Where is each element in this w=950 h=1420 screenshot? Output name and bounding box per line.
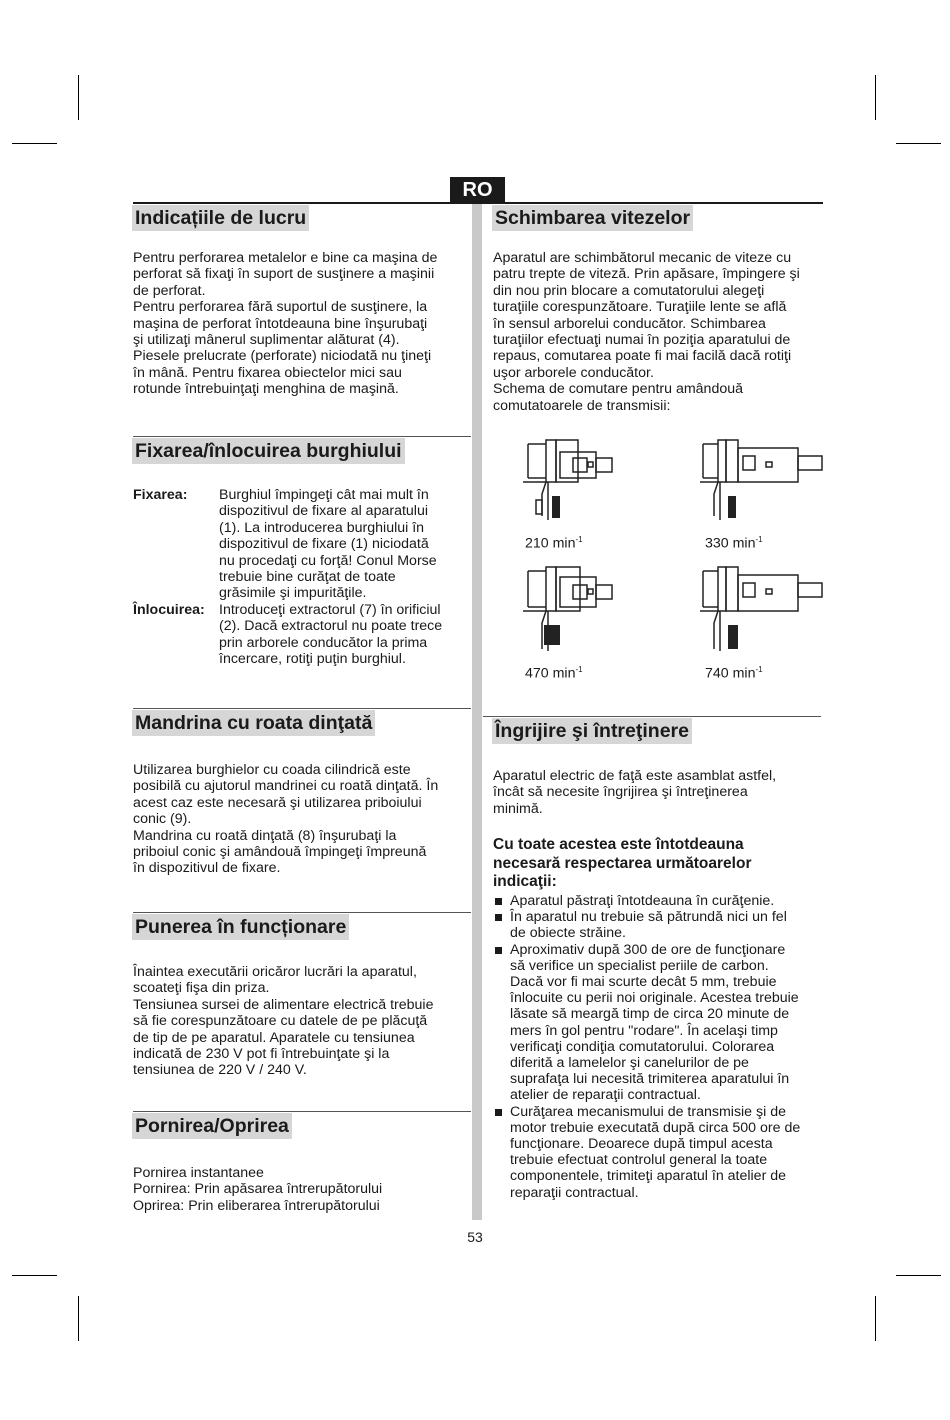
gear-diagram-210 (518, 438, 648, 524)
crop-mark (78, 1296, 79, 1341)
section-heading-chuck: Mandrina cu roata dinţată (132, 710, 375, 736)
crop-mark (875, 1296, 876, 1341)
speed-value: 210 min (525, 535, 576, 552)
speed-value: 740 min (705, 665, 756, 682)
section-rule (133, 436, 471, 437)
speed-exponent: -1 (755, 535, 763, 544)
page-number: 53 (467, 1229, 483, 1245)
crop-mark (12, 143, 57, 144)
speed-exponent: -1 (575, 535, 583, 544)
section-heading-maintenance: Îngrijire şi întreţinere (492, 718, 692, 744)
section-heading-commissioning: Punerea în funcționare (132, 914, 349, 940)
language-badge: RO (450, 177, 505, 203)
speed-value: 470 min (525, 665, 576, 682)
speed-label-330 (705, 535, 763, 552)
speed-label-210 (525, 535, 583, 552)
list-item: În aparatul nu trebuie să pătrundă nici un fel de obiecte străine. (494, 909, 829, 941)
list-item: Aparatul păstraţi întotdeauna în curăţenie. (494, 893, 829, 909)
commissioning-text: Înaintea executării oricăror lucrări la aparatul, scoateţi fişa din priza. Tensiunea sursei de alimentare electrică trebuie să fie corespunzătoare cu datele de pe plăcuţă de tip de pe aparatul. Aparatele cu tensiunea indicată de 230 V pot fi întrebuinţate şi la tensiunea de 220 V / 240 V. (133, 964, 434, 1079)
work-instructions-text: Pentru perforarea metalelor e bine ca maşina de perforat să fixaţi în suport de susţinere a maşinii de perforat. Pentru perforarea fără suportul de susţinere, la maşina de perforat întotdeauna bine înşurubaţi şi utilizaţi mânerul suplimentar alăturat (4). Piesele prelucrate (perforate) niciodată nu ţineţi în mână. Pentru fixarea obiectelor mici sau rotunde întrebuinţaţi menghina de maşină. (133, 250, 438, 398)
gear-diagram-330 (698, 438, 828, 524)
crop-mark (896, 143, 941, 144)
section-rule (133, 912, 471, 913)
on-off-text: Pornirea instantanee Pornirea: Prin apăsarea întrerupătorului Oprirea: Prin eliberarea întrerupătorului (133, 1165, 383, 1214)
section-rule (133, 708, 471, 709)
definition-row (133, 602, 468, 668)
term-fixing: Fixarea: (133, 487, 188, 503)
speed-label-740 (705, 665, 763, 682)
maintenance-bullet-list (494, 893, 829, 1201)
chuck-text: Utilizarea burghielor cu coada cilindrică este posibilă cu ajutorul mandrinei cu roată dinţată. În acest caz este necesară şi utilizarea priboiului conic (9). Mandrina cu roată dinţată (8) înşurubaţi la priboiul conic şi amândouă împingeţi împreună în dispozitivul de fixare. (133, 762, 439, 877)
section-heading-on-off: Pornirea/Oprirea (132, 1113, 292, 1139)
section-rule (133, 1111, 471, 1112)
speed-exponent: -1 (575, 665, 583, 674)
section-rule (483, 716, 821, 717)
crop-mark (896, 1275, 941, 1276)
drill-fixing-list (133, 487, 468, 667)
gear-diagram-740 (698, 565, 828, 655)
list-item: Aproximativ după 300 de ore de funcţionare să verifice un specialist periile de carbon. Dacă vor fi mai scurte decât 5 mm, trebuie înlocuite cu perii noi originale. Acestea trebuie lăsate să meargă timp de circa 20 minute de mers în gol pentru "rodare". În acelaşi timp verificaţi condiţia comutatorului. Colorarea diferită a lamelelor şi canelurilor de pe suprafaţa lui necesită trimiterea aparatului în atelier de reparaţii contractual. (494, 942, 829, 1104)
definition-replacing: Introduceţi extractorul (7) în orificiul (2). Dacă extractorul nu poate trece prin arborele conducător la prima încercare, rotiţi puţin burghiul. (219, 601, 443, 668)
definition-row (133, 487, 468, 602)
section-heading-gear-change: Schimbarea vitezelor (492, 205, 693, 231)
crop-mark (78, 75, 79, 120)
term-replacing: Înlocuirea: (133, 601, 205, 618)
column-divider (472, 204, 482, 1220)
gear-change-text: Aparatul are schimbătorul mecanic de viteze cu patru trepte de viteză. Prin apăsare, împingere şi din nou prin blocare a comutatorului alegeţi turaţiile corespunzătoare. Turaţiile lente se află în sensul arborelui conducător. Schimbarea turaţiilor efectuaţi numai în poziţia aparatului de repaus, comutarea poate fi mai facilă dacă rotiţi uşor arborele conducător. Schema de comutare pentru amândouă comutatoarele de transmisii: (493, 250, 800, 414)
speed-label-470 (525, 665, 583, 682)
definition-fixing: Burghiul împingeţi cât mai mult în dispozitivul de fixare al aparatului (1). La introducerea burghiului în dispozitivul de fixare (1) niciodată nu procedaţi cu forţă! Conul Morse trebuie bine curăţat de toate grăsimile şi impurităţile. (219, 487, 437, 602)
gear-diagram-470 (518, 565, 648, 655)
section-heading-drill-fixing: Fixarea/înlocuirea burghiului (132, 438, 405, 464)
section-heading-work-instructions: Indicațiile de lucru (132, 205, 309, 231)
crop-mark (875, 75, 876, 120)
speed-value: 330 min (705, 535, 756, 552)
speed-exponent: -1 (755, 665, 763, 674)
crop-mark (12, 1275, 57, 1276)
list-item: Curăţarea mecanismului de transmisie şi de motor trebuie executată după circa 500 ore de funcţionare. Deoarece după timpul acesta trebuie efectuat controlul general la toate componentele, trimiteţi aparatul în atelier de reparaţii contractual. (494, 1104, 829, 1201)
maintenance-text: Aparatul electric de faţă este asamblat astfel, încât să necesite îngrijirea şi întreţinerea minimă. (493, 768, 777, 817)
maintenance-bold-note: Cu toate acestea este întotdeauna necesară respectarea următoarelor indicaţii: (493, 836, 752, 890)
